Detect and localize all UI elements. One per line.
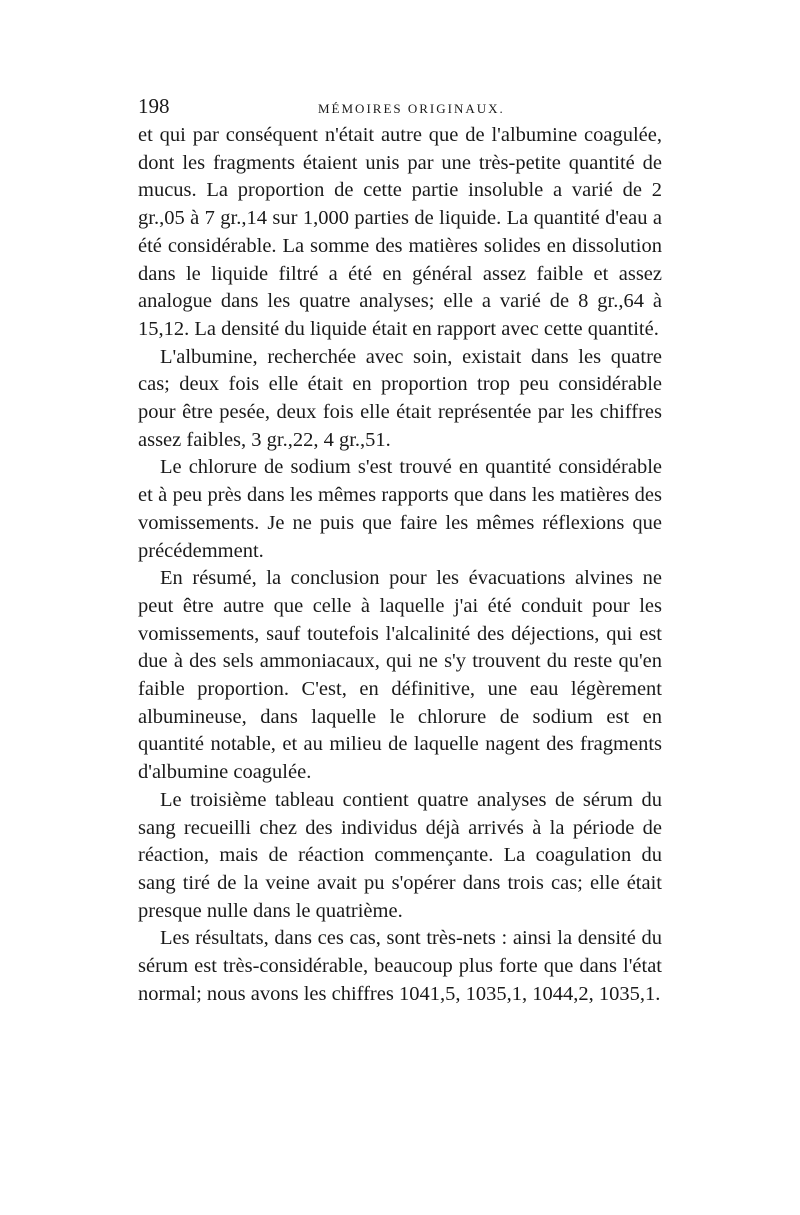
paragraph-chlorure: Le chlorure de sodium s'est trouvé en quantité considérable et à peu près dans les mêmes rapports que dans les matières des vomissements. Je ne puis que faire les mêmes réflexions que précédemment. <box>138 456 662 562</box>
running-header <box>138 94 662 122</box>
page-number: 198 <box>138 94 170 118</box>
paragraph-continuation: et qui par conséquent n'était autre que de l'albumine coagulée, dont les fragments étaient unis par une très-petite quantité de mucus. La proportion de cette partie insoluble a varié de 2 gr.,05 à 7 gr.,14 sur 1,000 parties de liquide. La quantité d'eau a été considérable. La somme des matières solides en dissolution dans le liquide filtré a été en général assez faible et assez analogue dans les quatre analyses; elle a varié de 8 gr.,64 à 15,12. La densité du liquide était en rapport avec cette quantité. <box>138 124 662 340</box>
paragraph-resultats: Les résultats, dans ces cas, sont très-nets : ainsi la densité du sérum est très-considérable, beaucoup plus forte que dans l'état normal; nous avons les chiffres 1041,5, 1035,1, 1044,2, 1035,1. <box>138 927 662 1005</box>
body-text <box>138 122 662 1009</box>
paragraph-albumine: L'albumine, recherchée avec soin, existait dans les quatre cas; deux fois elle était en proportion trop peu considérable pour être pesée, deux fois elle était représentée par les chiffres assez faibles, 3 gr.,22, 4 gr.,51. <box>138 345 662 451</box>
paragraph-troisieme-tableau: Le troisième tableau contient quatre analyses de sérum du sang recueilli chez des individus déjà arrivés à la période de réaction, mais de réaction commençante. La coagulation du sang tiré de la veine avait pu s'opérer dans trois cas; elle était presque nulle dans le quatrième. <box>138 788 662 922</box>
paragraph-resume: En résumé, la conclusion pour les évacuations alvines ne peut être autre que celle à laquelle j'ai été conduit pour les vomissements, sauf toutefois l'alcalinité des déjections, qui est due à des sels ammoniacaux, qui ne s'y trouvent du reste qu'en faible proportion. C'est, en définitive, une eau légèrement albumineuse, dans laquelle le chlorure de sodium est en quantité notable, et au milieu de laquelle nagent des fragments d'albumine coagulée. <box>138 567 662 784</box>
book-page <box>138 94 662 1009</box>
running-title: MÉMOIRES ORIGINAUX. <box>318 101 505 116</box>
